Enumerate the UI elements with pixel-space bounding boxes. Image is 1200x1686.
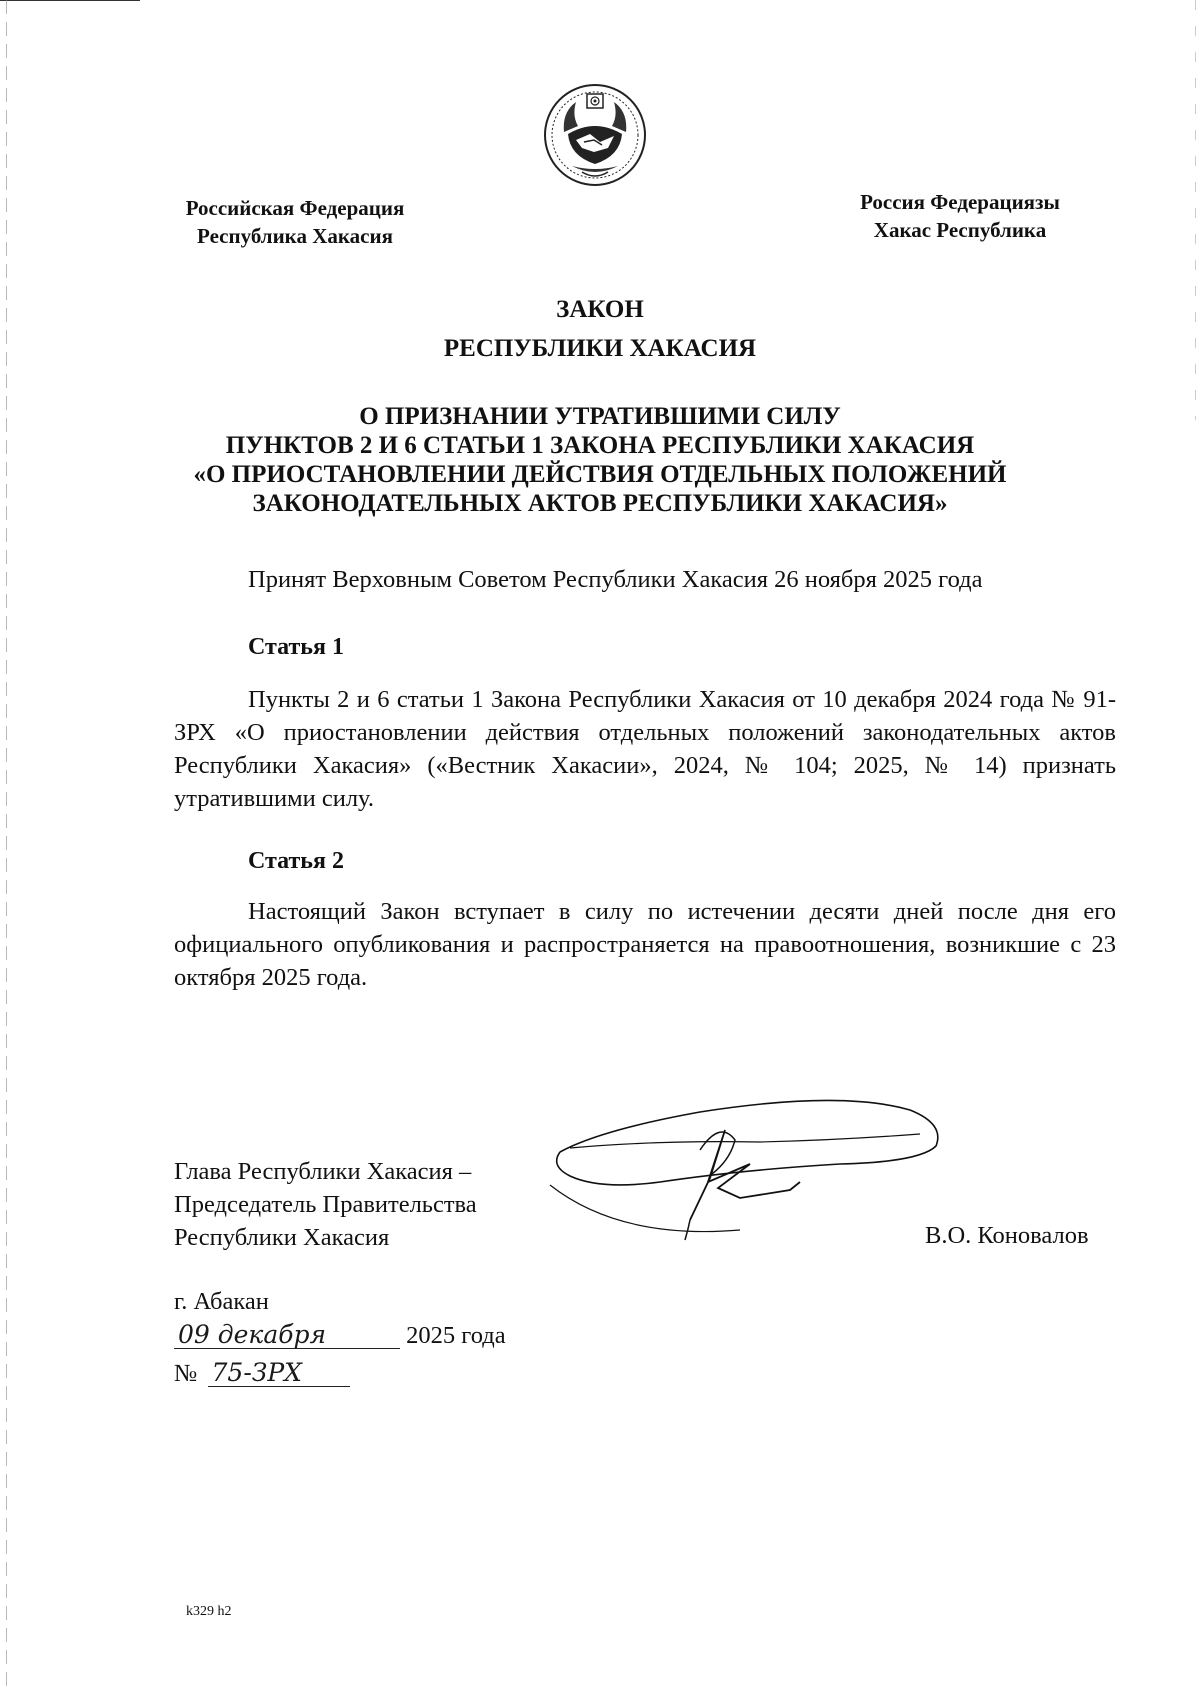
signatory-line-2: Председатель Правительства [174,1191,477,1218]
adoption-statement: Принят Верховным Советом Республики Хакасия 26 ноября 2025 года [248,566,983,593]
date-line [174,1322,506,1350]
document-code: k329 h2 [186,1604,232,1619]
law-subject [100,402,1100,518]
number-line [174,1360,350,1388]
header-right-line-2: Хакас Республика [873,218,1047,242]
place-of-signing: г. Абакан [174,1288,269,1315]
subject-line-4: ЗАКОНОДАТЕЛЬНЫХ АКТОВ РЕСПУБЛИКИ ХАКАСИЯ» [252,490,948,517]
article-1-text: Пункты 2 и 6 статьи 1 Закона Республики Хакасия от 10 декабря 2024 года № 91-ЗРХ «О приостановлении действия отдельных положений законодательных актов Республики Хакасия» («Вестник Хакасии», 2024, № 104; 2025, № 14) признать утратившими силу. [174,686,1116,812]
law-title-republic: РЕСПУБЛИКИ ХАКАСИЯ [443,335,757,362]
article-2-heading: Статья 2 [248,848,344,874]
signatory-position [174,1155,477,1254]
signatory-line-3: Республики Хакасия [174,1224,390,1251]
scan-edge-top [0,0,140,1]
law-title-word: ЗАКОН [556,296,644,323]
number-prefix: № [174,1360,198,1387]
handwritten-date: 09 декабря [174,1322,400,1349]
article-1-heading: Статья 1 [248,634,344,660]
handwritten-number: 75-ЗРХ [208,1360,350,1387]
header-left-line-1: Российская Федерация [185,196,405,220]
subject-line-2: ПУНКТОВ 2 И 6 СТАТЬИ 1 ЗАКОНА РЕСПУБЛИКИ ХАКАСИЯ [225,432,975,459]
signatory-name: В.О. Коновалов [925,1222,1089,1249]
subject-line-3: «О ПРИОСТАНОВЛЕНИИ ДЕЙСТВИЯ ОТДЕЛЬНЫХ ПОЛОЖЕНИЙ [193,461,1007,488]
header-left-line-2: Республика Хакасия [197,224,393,248]
subject-line-1: О ПРИЗНАНИИ УТРАТИВШИМИ СИЛУ [359,403,841,430]
header-khakas-republic [805,188,1115,244]
article-2-text: Настоящий Закон вступает в силу по истечении десяти дней после дня его официального опубликования и распространяется на правоотношения, возникшие с 23 октября 2025 года. [174,898,1116,991]
scan-edge-left [6,0,7,1686]
header-russian-federation [130,194,460,250]
date-year: 2025 года [406,1322,506,1349]
handwritten-signature [540,1090,960,1250]
signatory-line-1: Глава Республики Хакасия – [174,1158,472,1185]
header-right-line-1: Россия Федерациязы [860,190,1060,214]
coat-of-arms-emblem [542,82,648,188]
